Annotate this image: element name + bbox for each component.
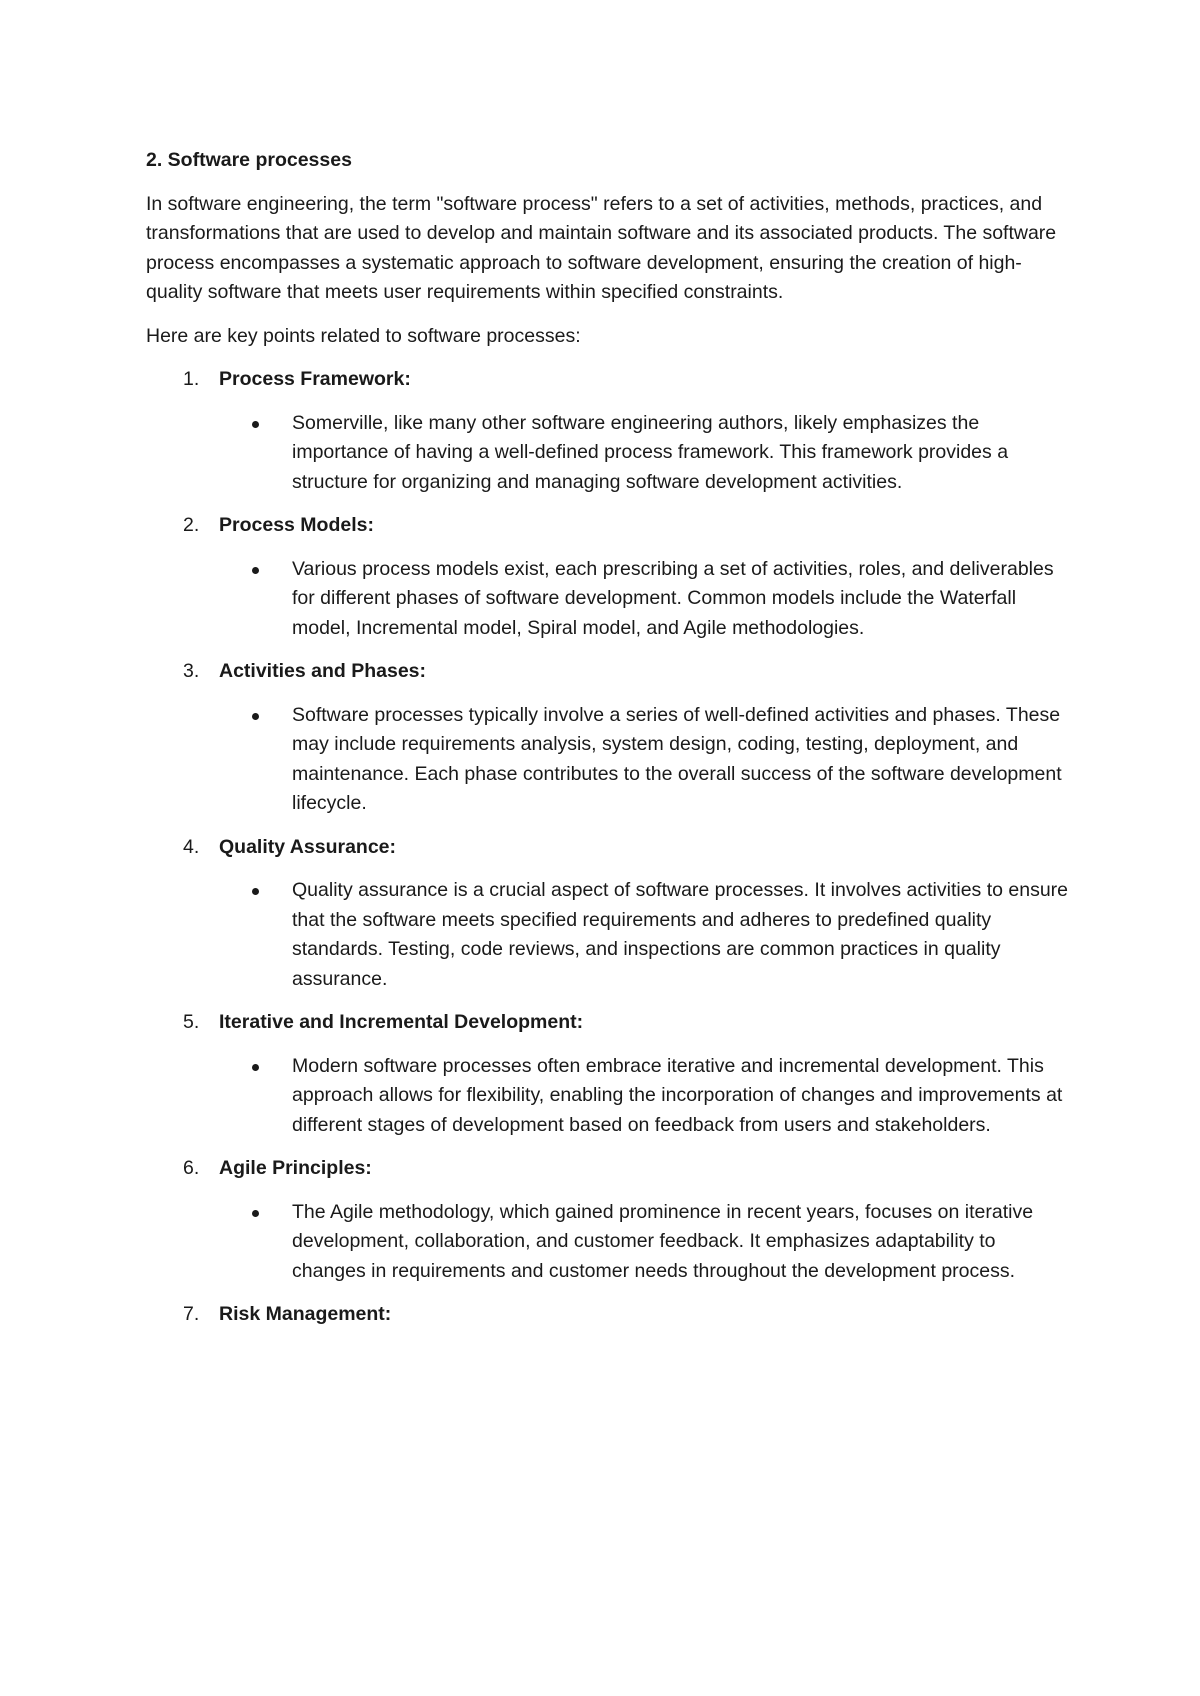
list-item-title — [146, 1008, 1066, 1038]
document-page — [146, 146, 1069, 1344]
list-item-title-text: Agile Principles: — [219, 1157, 372, 1179]
bullet-dot-icon — [252, 1064, 259, 1071]
list-item-title-text: Quality Assurance: — [219, 835, 397, 858]
list-item-bullet — [146, 409, 1070, 498]
bullet-text: The Agile methodology, which gained prominence in recent years, focuses on iterative development, collaboration, and customer feedback. It emphasizes adaptability to changes in requirements and customer needs throughout the development process. — [292, 1200, 1034, 1282]
list-item-number: 3. — [183, 660, 200, 682]
bullet-text: Quality assurance is a crucial aspect of software processes. It involves activities to ensure that the software meets specified requirements and adheres to predefined quality standards. Testing, code reviews, and inspections are common practices in quality assurance. — [292, 879, 1069, 990]
list-item-number: 1. — [183, 368, 200, 390]
list-item-title-text: Activities and Phases: — [219, 660, 426, 682]
bullet-text: Somerville, like many other software engineering authors, likely emphasizes the importance of having a well-defined process framework. This framework provides a structure for organizing and managing software development activities. — [292, 411, 1009, 493]
list-item-title — [146, 365, 1066, 395]
list-item-number: 4. — [183, 835, 200, 858]
list-item-bullet — [146, 876, 1070, 994]
list-item-number: 5. — [183, 1011, 200, 1033]
key-points-list — [146, 365, 1069, 1330]
list-item-bullet — [146, 555, 1070, 644]
section-heading: 2. Software processes — [146, 149, 352, 171]
list-item-title — [146, 1300, 1066, 1330]
list-item-bullet — [146, 1052, 1070, 1141]
list-item-title — [146, 657, 1066, 687]
bullet-dot-icon — [252, 421, 259, 428]
list-item-title — [146, 1154, 1066, 1184]
bullet-text: Software processes typically involve a series of well-defined activities and phases. These may include requirements analysis, system design, coding, testing, deployment, and maintenance. Each phase contributes to the overall success of the software development lifecycle. — [292, 703, 1062, 814]
intro-paragraph: In software engineering, the term "software process" refers to a set of activities, methods, practices, and transformations that are used to develop and maintain software and its associated products. The software process encompasses a systematic approach to software development, ensuring the creation of high-quality software that meets user requirements within specified constraints. — [146, 192, 1057, 303]
list-item-title-text: Iterative and Incremental Development: — [219, 1011, 584, 1033]
lead-paragraph: Here are key points related to software processes: — [146, 324, 581, 347]
bullet-dot-icon — [252, 567, 259, 574]
list-item-number: 2. — [183, 514, 200, 536]
list-item-bullet — [146, 701, 1070, 819]
bullet-dot-icon — [252, 1210, 259, 1217]
list-item-title — [146, 511, 1066, 541]
list-item-title-text: Process Framework: — [219, 368, 411, 390]
list-item-number: 7. — [183, 1303, 200, 1325]
list-item-title-text: Process Models: — [219, 514, 374, 536]
bullet-dot-icon — [252, 888, 259, 895]
list-item-title-text: Risk Management: — [219, 1303, 392, 1325]
list-item-bullet — [146, 1198, 1070, 1287]
bullet-text: Modern software processes often embrace iterative and incremental development. This approach allows for flexibility, enabling the incorporation of changes and improvements at different stages of development based on feedback from users and stakeholders. — [292, 1054, 1063, 1136]
list-item-number: 6. — [183, 1157, 200, 1179]
bullet-dot-icon — [252, 713, 259, 720]
bullet-text: Various process models exist, each prescribing a set of activities, roles, and deliverables for different phases of software development. Common models include the Waterfall model, Incremental model, Spiral model, and Agile methodologies. — [292, 557, 1054, 639]
list-item-title — [146, 833, 1066, 863]
